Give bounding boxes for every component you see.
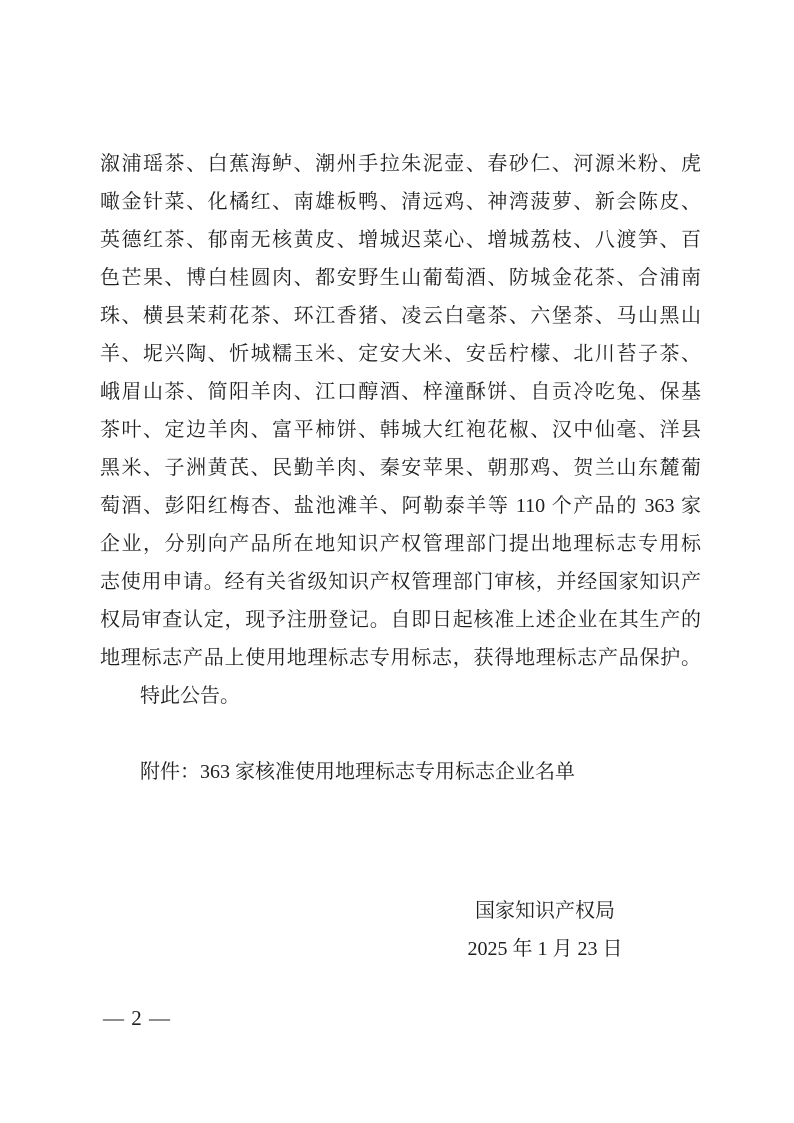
body-line: 企业，分别向产品所在地知识产权管理部门提出地理标志专用标 [100,533,701,555]
body-line: 萄酒、彭阳红梅杏、盐池滩羊、阿勒泰羊等 110 个产品的 363 家 [100,495,701,517]
document-body [100,145,701,791]
body-line: 羊、坭兴陶、忻城糯玉米、定安大米、安岳柠檬、北川苔子茶、 [100,343,701,365]
issuing-authority: 国家知识产权局 [475,900,615,922]
body-line: 茶叶、定边羊肉、富平柿饼、韩城大红袍花椒、汉中仙毫、洋县 [100,419,701,441]
body-line: 噉金针菜、化橘红、南雄板鸭、清远鸡、神湾菠萝、新会陈皮、 [100,191,701,213]
body-line: 黑米、子洲黄芪、民勤羊肉、秦安苹果、朝那鸡、贺兰山东麓葡 [100,457,701,479]
body-line: 权局审查认定，现予注册登记。自即日起核准上述企业在其生产的 [100,609,701,631]
body-line: 峨眉山茶、简阳羊肉、江口醇酒、梓潼酥饼、自贡冷吃兔、保基 [100,381,701,403]
body-line: 志使用申请。经有关省级知识产权管理部门审核，并经国家知识产 [100,571,701,593]
attachment-reference: 附件：363 家核准使用地理标志专用标志企业名单 [140,761,575,783]
issue-date: 2025 年 1 月 23 日 [467,938,623,960]
body-line: 英德红茶、郁南无核黄皮、增城迟菜心、增城荔枝、八渡笋、百 [100,229,701,251]
body-line: 色芒果、博白桂圆肉、都安野生山葡萄酒、防城金花茶、合浦南 [100,267,701,289]
closing-statement: 特此公告。 [140,685,240,707]
body-line: 溆浦瑶茶、白蕉海鲈、潮州手拉朱泥壶、春砂仁、河源米粉、虎 [100,153,701,175]
signature-block [420,892,670,968]
body-line: 珠、横县茉莉花茶、环江香猪、凌云白毫茶、六堡茶、马山黑山 [100,305,701,327]
body-line: 地理标志产品上使用地理标志专用标志，获得地理标志产品保护。 [100,647,701,669]
page-number: — 2 — [103,1006,171,1030]
